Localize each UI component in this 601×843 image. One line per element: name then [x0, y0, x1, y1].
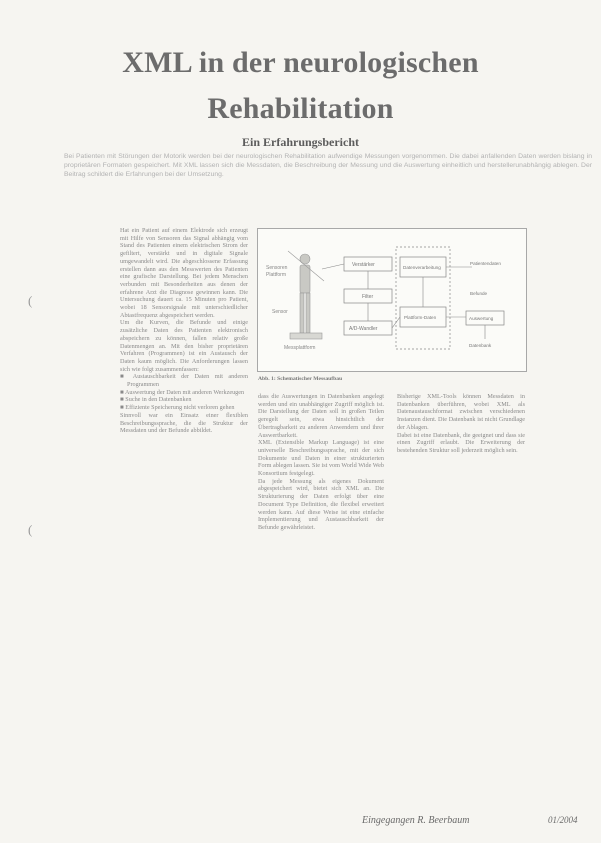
text-column-1	[120, 227, 248, 597]
article-title	[0, 40, 601, 132]
paragraph: Bisherige XML-Tools können Messdaten in Datenbanken überführen, wobei XML als Datenaustauschformat zwischen verschiedenen Instanzen dient. Die Datenbank ist nicht Grundlage der Ablagen.	[397, 393, 525, 431]
figure-caption: Abb. 1: Schematischer Messaufbau	[258, 376, 343, 382]
platform-shape	[290, 333, 322, 339]
title-line-2: Rehabilitation	[207, 92, 394, 125]
article-subtitle: Ein Erfahrungsbericht	[241, 135, 359, 149]
paragraph: Sinnvoll war ein Einsatz einer flexiblen Beschreibungssprache, die die Struktur der Messdaten und der Befunde abbildet.	[120, 411, 248, 435]
margin-bracket-mark: (	[28, 522, 33, 537]
label-auswertung: Auswertung	[469, 316, 494, 321]
label-sensor: Sensor	[272, 309, 288, 315]
handwritten-date: 01/2004	[548, 815, 578, 825]
label-plattform-daten: Plattform-Daten	[404, 315, 437, 320]
requirements-list	[120, 373, 248, 412]
label-patientendaten: Patientendaten	[470, 261, 501, 266]
article-abstract: Bei Patienten mit Störungen der Motorik werden bei der neurologischen Rehabilitation aufwendige Messungen vorgenommen. Die dabei anfallenden Daten werden bislang in proprietären Formaten gespeichert. Mit XML lassen sich die Messdaten, die Beschreibung der Messung und die Auswertung einheitlich und herstellerunabhängig ablegen. Der Beitrag schildert die Erfahrungen bei der Umsetzung.	[64, 153, 592, 178]
label-datenverarbeitung: Datenverarbeitung	[403, 265, 441, 270]
title-line-1: XML in der neurologischen	[122, 46, 479, 79]
label-datenbank: Datenbank	[469, 343, 492, 348]
label-verstaerker: Verstärker	[352, 262, 375, 268]
measurement-setup-diagram	[258, 229, 526, 371]
patient-figure	[300, 254, 310, 333]
label-befunde: Befunde	[470, 291, 488, 296]
label-filter: Filter	[362, 294, 374, 300]
text-column-3	[397, 393, 525, 543]
figure-diagram	[257, 228, 527, 372]
paragraph: Da jede Messung als eigenes Dokument abgespeichert wird, bietet sich XML an. Die Strukturierung der Daten erfolgt über eine Document Type Definition, die flexibel erweitert werden kann. Auf diese Weise ist eine einfache Implementierung und Austauschbarkeit der Befunde gewährleistet.	[258, 477, 384, 531]
paragraph: Hat ein Patient auf einem Elektrode sich erzeugt mit Hilfe von Sensoren das Signal abhängig vom Stand des Patienten einem elektrischen Strom der gefiltert, verstärkt und in digitale Signale umgewandelt wird. Die abgeschlossene Erfassung erstellen dann aus den Messwerten des Patienten eine grafische Darstellung. Bei jedem Menschen verbunden mit Besonderheiten aus denen der erfahrene Arzt die Diagnose gewinnen kann. Die Untersuchung dauert ca. 15 Minuten pro Patient, wobei 18 Sensorsignale mit unterschiedlicher Abtastfrequenz abgespeichert werden.	[120, 227, 248, 319]
handwritten-signature: Eingegangen R. Beerbaum	[362, 815, 470, 826]
label-ad-wandler: A/D-Wandler	[349, 326, 378, 332]
text-column-2	[258, 393, 384, 605]
label-messplattform: Messplattform	[284, 345, 316, 351]
connector	[322, 264, 344, 269]
paragraph: Dabei ist eine Datenbank, die geeignet und dass sie einen Zugriff erlaubt. Die Erweiterung der bestehenden Struktur soll jederzeit möglich sein.	[397, 431, 525, 454]
list-item: ■ Auswertung der Daten mit anderen Werkzeugen	[120, 388, 245, 396]
paragraph: XML (Extensible Markup Language) ist eine universelle Beschreibungssprache, mit der sich Dokumente und Daten in einer strukturierten Form ablegen lassen. Sie ist vom World Wide Web Konsortium festgelegt.	[258, 439, 384, 478]
list-item: ■ Effiziente Speicherung nicht verloren gehen	[120, 404, 235, 412]
paragraph: Um die Kurven, die Befunde und einige zusätzliche Daten des Patienten elektronisch abspeichern zu können, fallen relativ große Datenmengen an. Mit den bisher proprietären Verfahren (Programmen) ist ein Austausch der Daten kaum möglich. Die Anforderungen lassen sich wie folgt zusammenfassen:	[120, 319, 248, 373]
paragraph: dass die Auswertungen in Datenbanken angelegt werden und ein unabhängiger Zugriff möglich ist. Die Darstellung der Daten soll in großen Teilen geregelt sein, etwa hinsichtlich der Übertragbarkeit zu anderen Anwendern und ihrer Auswertbarkeit.	[258, 393, 384, 439]
margin-bracket-mark: (	[28, 293, 33, 308]
list-item: ■ Austauschbarkeit der Daten mit anderen Programmen	[120, 373, 248, 389]
label-sensoren: Sensoren	[266, 265, 288, 271]
list-item: ■ Suche in den Datenbanken	[120, 396, 192, 404]
label-plattform: Plattform	[266, 272, 287, 278]
